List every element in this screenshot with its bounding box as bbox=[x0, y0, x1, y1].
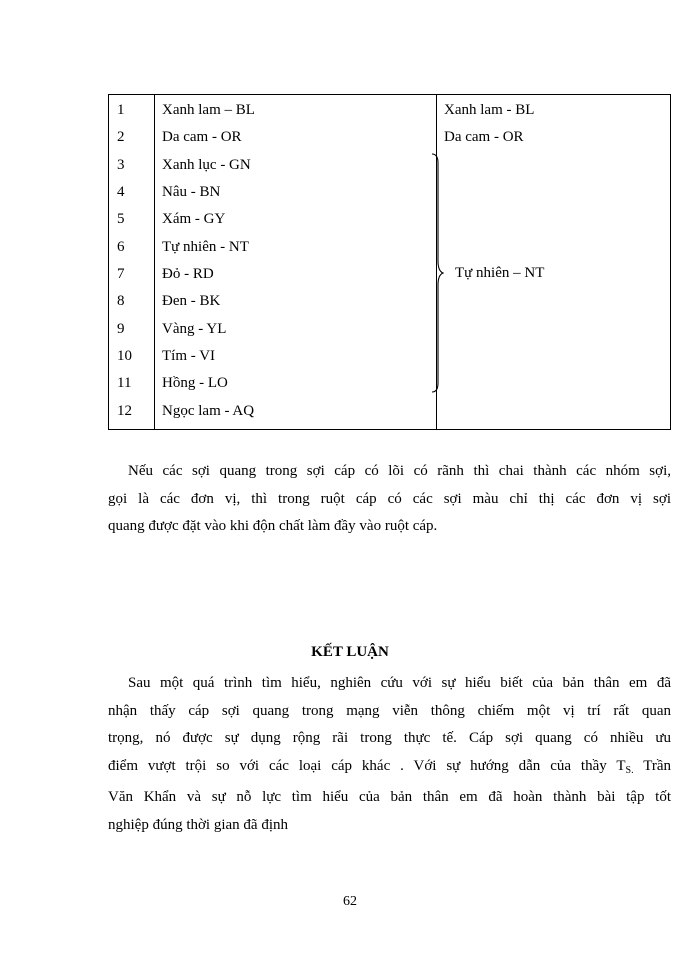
row-number: 9 bbox=[117, 321, 125, 337]
row-number: 6 bbox=[117, 239, 125, 255]
row-number: 4 bbox=[117, 184, 125, 200]
table-column-divider bbox=[154, 95, 155, 429]
group-label: Tự nhiên – NT bbox=[455, 265, 545, 281]
paragraph-line: trọng, nó được sự dụng rộng rãi trong thực tế. Cáp sợi quang có nhiều ưu bbox=[108, 730, 671, 746]
row-number: 1 bbox=[117, 102, 125, 118]
row-number: 8 bbox=[117, 293, 125, 309]
row-number: 5 bbox=[117, 211, 125, 227]
paragraph-text: Trần bbox=[633, 757, 671, 774]
color-name: Tự nhiên - NT bbox=[162, 239, 249, 255]
paragraph-line: Sau một quá trình tìm hiểu, nghiên cứu với sự hiểu biết của bản thân em đã bbox=[128, 675, 671, 691]
subscript-text: S. bbox=[625, 764, 634, 776]
paragraph-grouping bbox=[108, 458, 671, 541]
color-name: Nâu - BN bbox=[162, 184, 221, 200]
group-color: Xanh lam - BL bbox=[444, 102, 535, 118]
paragraph-line: gọi là các đơn vị, thì trong ruột cáp có các sợi màu chỉ thị các đơn vị sợi bbox=[108, 490, 671, 507]
row-number: 10 bbox=[117, 348, 132, 364]
color-name: Xanh lục - GN bbox=[162, 157, 251, 173]
paragraph-line-with-subscript bbox=[108, 753, 671, 785]
paragraph-line: Nếu các sợi quang trong sợi cáp có lõi có rãnh thì chai thành các nhóm sợi, bbox=[128, 463, 671, 479]
color-name: Đỏ - RD bbox=[162, 266, 214, 282]
color-name: Đen - BK bbox=[162, 293, 221, 309]
color-name: Xanh lam – BL bbox=[162, 102, 255, 118]
color-name: Vàng - YL bbox=[162, 321, 227, 337]
fiber-color-table bbox=[108, 94, 671, 430]
row-number: 2 bbox=[117, 129, 125, 145]
row-number: 7 bbox=[117, 266, 125, 282]
paragraph-line: Văn Khẩn và sự nỗ lực tìm hiểu của bản thân em đã hoàn thành bài tập tốt bbox=[108, 789, 671, 805]
color-name: Xám - GY bbox=[162, 211, 226, 227]
group-color: Da cam - OR bbox=[444, 129, 524, 145]
row-number: 11 bbox=[117, 375, 132, 391]
curly-brace-icon bbox=[430, 153, 444, 393]
section-heading: KẾT LUẬN bbox=[311, 644, 389, 660]
color-name: Da cam - OR bbox=[162, 129, 242, 145]
paragraph-conclusion bbox=[108, 670, 671, 839]
color-name: Tím - VI bbox=[162, 348, 216, 364]
page-number: 62 bbox=[343, 894, 357, 909]
paragraph-line: quang được đặt vào khi độn chất làm đầy vào ruột cáp. bbox=[108, 518, 438, 534]
row-number: 3 bbox=[117, 157, 125, 173]
row-number: 12 bbox=[117, 403, 132, 419]
color-name: Ngọc lam - AQ bbox=[162, 403, 255, 419]
paragraph-line: nhận thấy cáp sợi quang trong mạng viễn thông chiếm một vị trí rất quan bbox=[108, 702, 671, 719]
paragraph-line: nghiệp đúng thời gian đã định bbox=[108, 816, 288, 833]
paragraph-text: điểm vượt trội so với các loại cáp khác . Với sự hướng dẫn của thầy T bbox=[108, 757, 626, 774]
color-name: Hồng - LO bbox=[162, 375, 228, 391]
